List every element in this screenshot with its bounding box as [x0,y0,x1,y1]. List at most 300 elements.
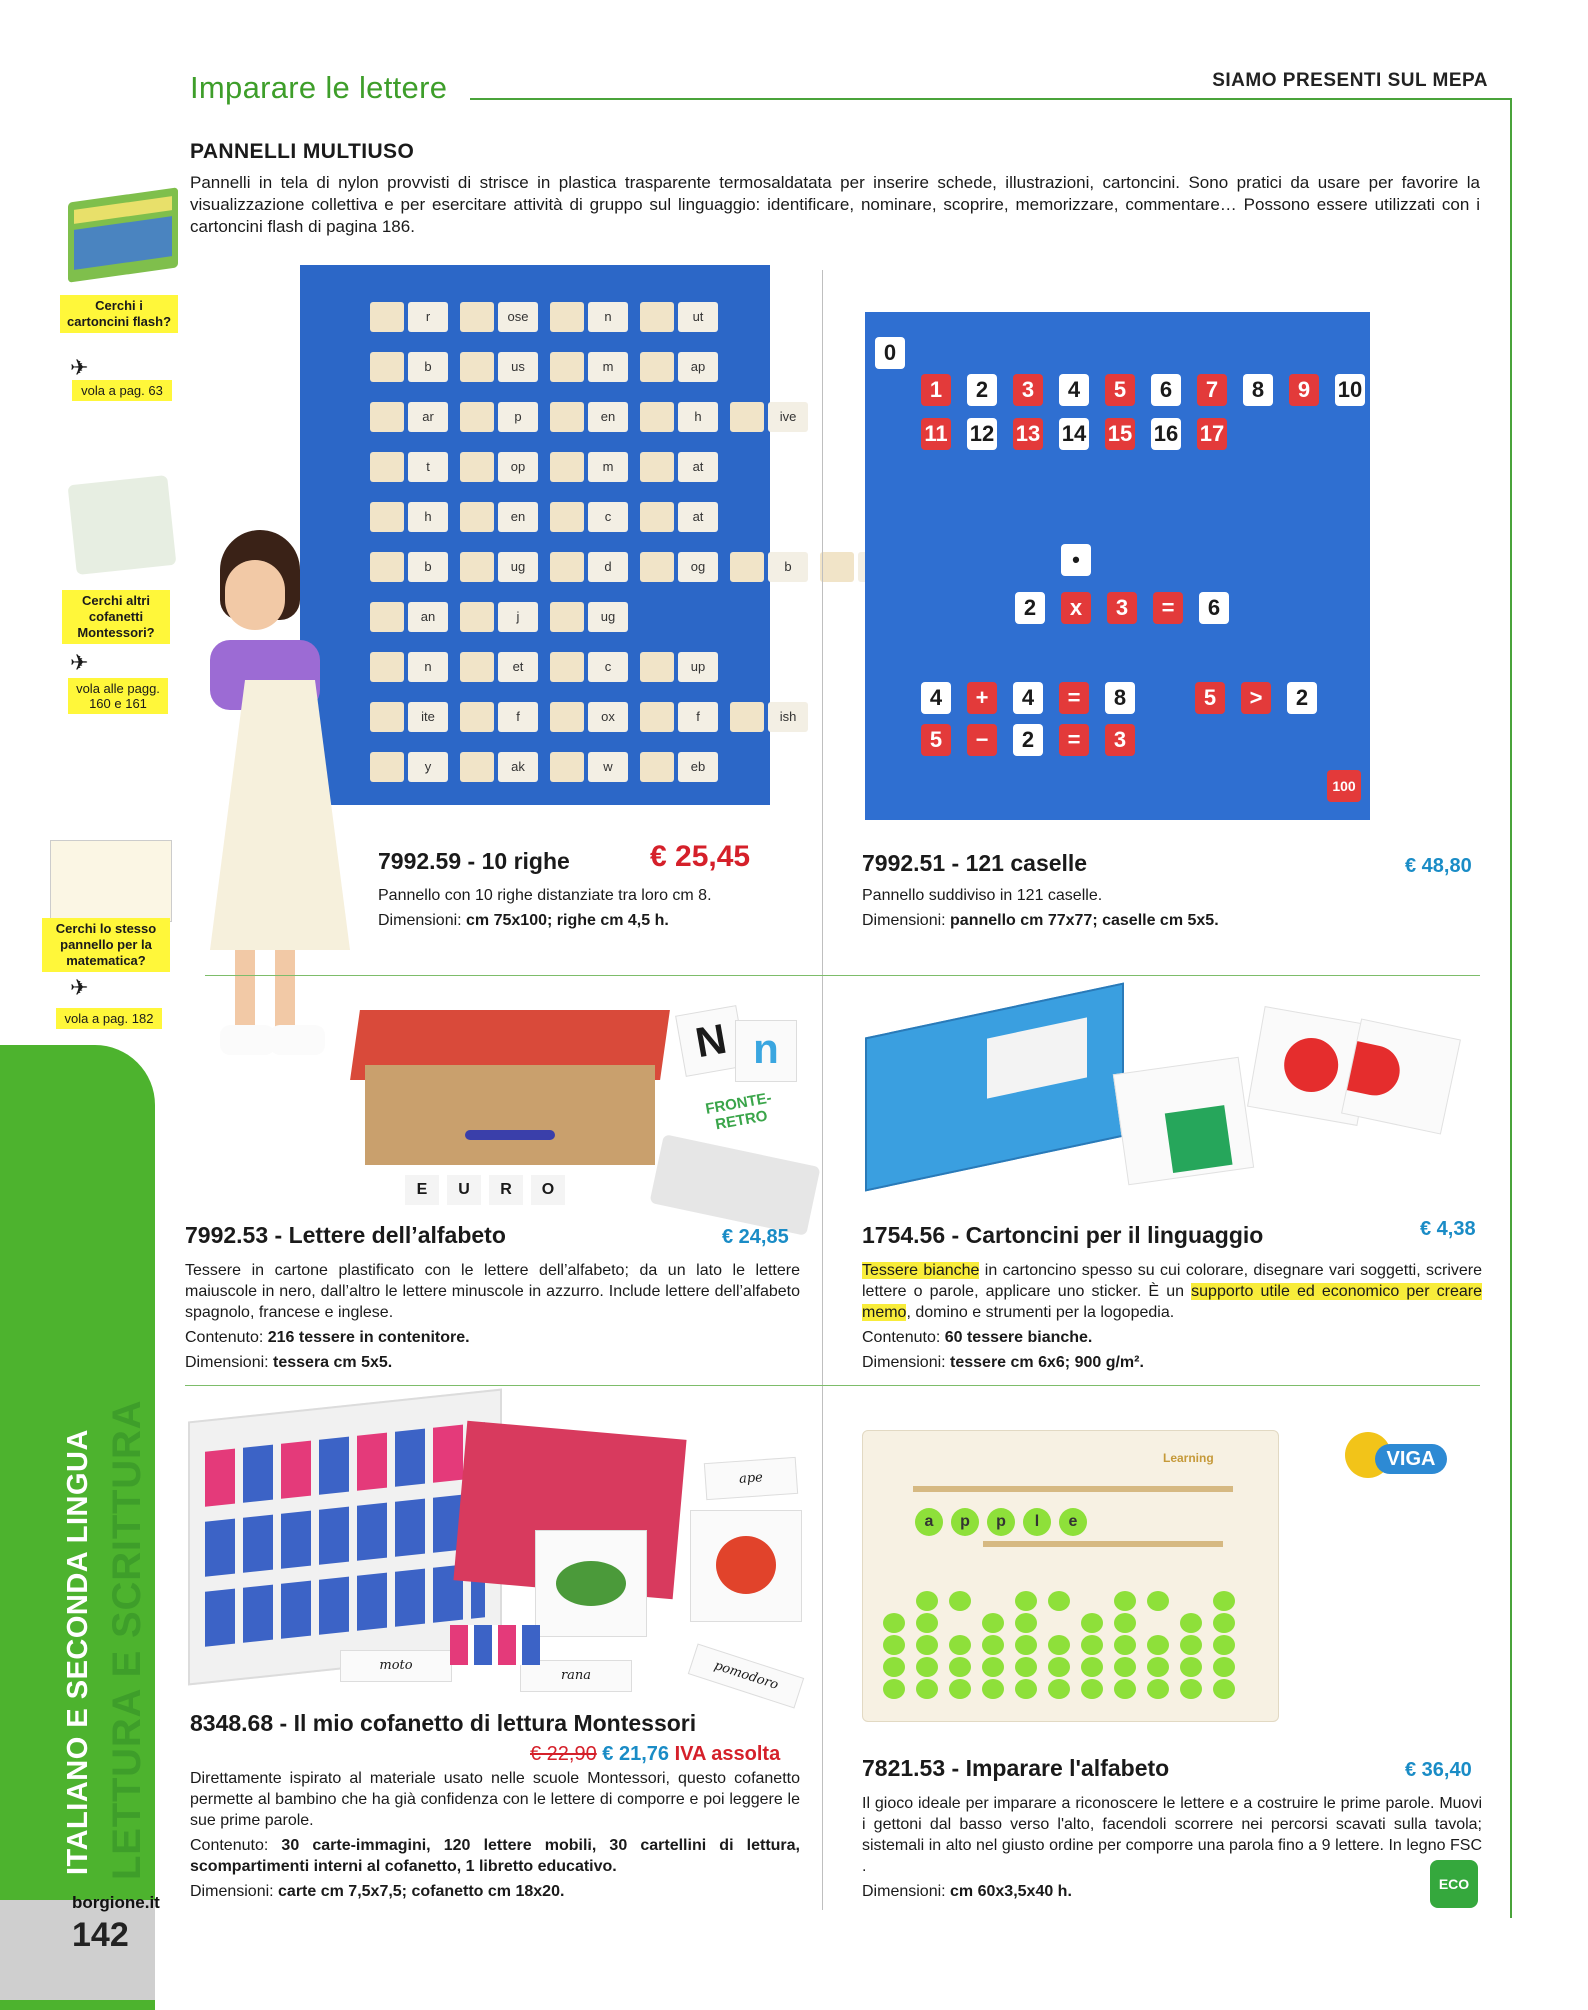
picture-card [640,352,674,382]
desc-text-mid: in cartoncino spesso su cui colorare, disegnare vari soggetti, scrivere lettere o parole, applicare uno sticker. È un [862,1262,1482,1300]
letter-card: p [498,402,538,432]
number-tile: > [1241,682,1271,714]
page-number: 142 [72,1916,129,1954]
letter-card: ak [498,752,538,782]
tile-n-icon: n [735,1020,797,1082]
link-pages-160-161[interactable]: vola alle pagg. 160 e 161 [68,678,168,714]
dimensions-line [185,1352,800,1373]
desc-1754-56 [862,1260,1482,1373]
number-tile: = [1059,682,1089,714]
green-token [1081,1613,1103,1633]
product-code: 1754.56 [862,1222,946,1248]
letter-card: h [408,502,448,532]
vat-note: IVA assolta [674,1743,781,1765]
picture-card [550,752,584,782]
green-token [1114,1613,1136,1633]
fronte-retro-badge: FRONTE-RETRO [704,1089,773,1134]
number-tile: 15 [1105,418,1135,450]
number-tile: 0 [875,337,905,369]
picture-card [460,702,494,732]
scattered-tiles [649,1134,820,1236]
picture-card [640,752,674,782]
desc-8348-68 [190,1768,800,1902]
product-name: Lettere dell’alfabeto [288,1222,506,1248]
dim-label: Dimensioni: [862,912,951,929]
picture-card [460,452,494,482]
brand-name: VIGA [1375,1444,1447,1474]
price-7992-53: € 24,85 [722,1226,789,1248]
picture-card [550,502,584,532]
letter-card: eb [678,752,718,782]
green-token [1180,1635,1202,1655]
product-title-7992-59 [378,848,570,875]
letter-tile: E [405,1175,439,1205]
montessori-boxes-thumb [68,475,177,575]
dim-value: tessera cm 5x5. [273,1354,393,1371]
dimensions-line [862,910,1462,931]
picture-card [460,302,494,332]
dim-label: Dimensioni: [190,1883,279,1900]
word-card: ape [704,1457,798,1500]
dim-value: tessere cm 6x6; 900 g/m². [950,1354,1144,1371]
picture-card [640,702,674,732]
number-tile: 11 [921,418,951,450]
product-code: 7821.53 [862,1755,946,1781]
dim-value: carte cm 7,5x7,5; cofanetto cm 18x20. [278,1883,565,1900]
number-tile: 2 [967,374,997,406]
green-token [1081,1657,1103,1677]
link-page-182[interactable]: vola a pag. 182 [56,1008,162,1029]
mepa-label: SIAMO PRESENTI SUL MEPA [1212,70,1488,91]
green-token [916,1657,938,1677]
letter-token: e [1059,1508,1087,1536]
number-tile: 17 [1197,418,1227,450]
dim-label: Dimensioni: [862,1354,951,1371]
letter-card: up [678,652,718,682]
picture-card [460,652,494,682]
number-tile: 4 [921,682,951,714]
letter-card: ug [588,602,628,632]
green-token [916,1679,938,1699]
green-token [916,1635,938,1655]
dimensions-line [378,910,778,931]
product-name: 121 caselle [965,850,1088,876]
separator: - [945,1755,966,1781]
green-token [1114,1591,1136,1611]
dimensions-line [862,1352,1482,1373]
green-token [1114,1679,1136,1699]
letter-token: l [1023,1508,1051,1536]
picture-card [460,752,494,782]
picture-card [550,552,584,582]
number-tile: 9 [1289,374,1319,406]
letter-pocket-board [300,265,797,805]
number-tile: 10 [1335,374,1365,406]
letter-card: t [408,452,448,482]
letter-card: c [588,502,628,532]
green-token [949,1635,971,1655]
euro-tiles [405,1175,565,1205]
green-token [1015,1591,1037,1611]
number-tile: x [1061,592,1091,624]
cards-package [865,982,1124,1191]
green-token [949,1657,971,1677]
letter-card: ut [678,302,718,332]
green-token [949,1679,971,1699]
number-tile: + [967,682,997,714]
picture-card [370,552,404,582]
flash-cards-thumb [68,187,178,282]
number-tile: 3 [1105,724,1135,756]
word-card: rana [520,1660,632,1692]
callout-montessori: Cerchi altri cofanetti Montessori? [62,590,170,644]
product-name: Il mio cofanetto di lettura Montessori [293,1710,697,1736]
product-title-1754-56 [862,1222,1263,1249]
picture-card [640,452,674,482]
number-tile: 5 [1195,682,1225,714]
product-title-7992-51 [862,850,1087,877]
letter-card: ose [498,302,538,332]
separator: - [273,1710,294,1736]
picture-card [640,302,674,332]
green-token [1015,1613,1037,1633]
site-url[interactable]: borgione.it [72,1893,160,1912]
eco-badge: ECO [1430,1860,1478,1908]
vertical-subject-label: ITALIANO E SECONDA LINGUA [62,1429,94,1875]
picture-card [370,452,404,482]
green-token [883,1679,905,1699]
letter-card: r [408,302,448,332]
word-card: pomodoro [688,1643,804,1708]
green-token [883,1635,905,1655]
number-tile: 4 [1059,374,1089,406]
desc-7992-59 [378,885,778,931]
old-price: € 22,90 [530,1743,597,1765]
desc-line: Pannello suddiviso in 121 caselle. [862,887,1103,904]
green-token [982,1635,1004,1655]
letter-card: us [498,352,538,382]
green-token [1081,1679,1103,1699]
desc-text-end: , domino e strumenti per la logopedia. [906,1304,1175,1321]
desc-7821-53 [862,1793,1482,1902]
content-label: Contenuto: [862,1329,945,1346]
number-tile: 8 [1105,682,1135,714]
green-token [1147,1635,1169,1655]
white-card-green-shape [1113,1057,1254,1186]
number-tile: 12 [967,418,997,450]
product-title-7992-53 [185,1222,506,1249]
row-divider [205,975,1480,976]
desc-text: Il gioco ideale per imparare a riconoscere le lettere e a costruire le prime parole. Muovi i gettoni dal basso verso l'alto, facendoli scorrere nei percorsi scavati sulla tavola; sistemali in alto nel giusto ordine per comporre una parola fino a 9 lettere. In legno FSC . [862,1795,1482,1875]
letter-card: d [588,552,628,582]
picture-card [550,402,584,432]
price-8348-68 [530,1743,780,1766]
green-token [1048,1679,1070,1699]
price-7992-51: € 48,80 [1405,855,1472,877]
picture-card [550,702,584,732]
letter-tile: R [489,1175,523,1205]
letter-card: op [498,452,538,482]
green-token [1114,1635,1136,1655]
product-name: Cartoncini per il linguaggio [965,1222,1264,1248]
math-panel-thumb [50,840,172,922]
content-value: 60 tessere bianche. [944,1329,1093,1346]
letter-token: p [987,1508,1015,1536]
green-token [1147,1679,1169,1699]
dimensions-line [190,1881,800,1902]
content-value: 216 tessere in contenitore. [267,1329,470,1346]
letter-card: ox [588,702,628,732]
number-tile: 2 [1015,592,1045,624]
number-tile: 2 [1287,682,1317,714]
number-tile: 3 [1013,374,1043,406]
dimensions-line [862,1881,1482,1902]
letter-card: h [678,402,718,432]
content-line [185,1327,800,1348]
picture-card [640,652,674,682]
callout-math-panel: Cerchi lo stesso pannello per la matematica? [42,918,170,972]
number-tile: 3 [1107,592,1137,624]
picture-card [640,552,674,582]
row-divider [185,1385,1480,1386]
picture-card [550,302,584,332]
green-token [1213,1635,1235,1655]
letter-card: y [408,752,448,782]
letter-card: ug [498,552,538,582]
picture-card [370,752,404,782]
green-token [1180,1657,1202,1677]
letter-card: n [408,652,448,682]
highlight-text: supporto utile ed economico per creare memo [862,1283,1483,1321]
green-token [1213,1613,1235,1633]
picture-card [460,352,494,382]
number-tile: 6 [1199,592,1229,624]
letter-tiles-box [355,1010,665,1170]
picture-card [460,552,494,582]
separator: - [945,1222,966,1248]
letter-card: j [498,602,538,632]
dim-label: Dimensioni: [862,1883,951,1900]
hundred-tile: 100 [1327,770,1361,802]
product-code: 8348.68 [190,1710,274,1736]
number-tile: 7 [1197,374,1227,406]
letter-card: f [498,702,538,732]
letter-card: ish [768,702,808,732]
number-tile: 2 [1013,724,1043,756]
number-grid-board [865,312,1370,820]
picture-card [370,352,404,382]
right-rule [1510,98,1512,1918]
letter-token: a [915,1508,943,1536]
picture-card [730,402,764,432]
number-tile: 13 [1013,418,1043,450]
green-token [1180,1613,1202,1633]
number-tile: • [1061,544,1091,576]
tomato-card [690,1510,802,1622]
number-tile: 5 [921,724,951,756]
number-tile: 14 [1059,418,1089,450]
green-token [1147,1591,1169,1611]
green-token [1048,1635,1070,1655]
letter-card: m [588,352,628,382]
letter-card: ite [408,702,448,732]
letter-card: ive [768,402,808,432]
white-card-red-circle [1341,1018,1461,1134]
letter-card: b [768,552,808,582]
price-7821-53: € 36,40 [1405,1759,1472,1781]
link-page-63[interactable]: vola a pag. 63 [72,380,172,401]
content-line [862,1327,1482,1348]
title-rule [470,98,1510,100]
picture-card [820,552,854,582]
column-divider [822,270,823,1910]
number-tile: 16 [1151,418,1181,450]
green-token [916,1613,938,1633]
green-token [1081,1635,1103,1655]
letter-card: ap [678,352,718,382]
desc-text [862,1260,1482,1323]
number-tile: 1 [921,374,951,406]
letter-card: en [588,402,628,432]
number-tile: 4 [1013,682,1043,714]
picture-card [370,702,404,732]
viga-logo [1345,1428,1455,1482]
green-token [883,1613,905,1633]
letter-card: n [588,302,628,332]
green-token [1048,1591,1070,1611]
letter-card: at [678,502,718,532]
letter-tile: O [531,1175,565,1205]
letter-card: at [678,452,718,482]
letter-card: an [408,602,448,632]
content-label: Contenuto: [190,1837,282,1854]
picture-card [370,502,404,532]
number-tile: 6 [1151,374,1181,406]
number-tile: 5 [1105,374,1135,406]
content-value: 30 carte-immagini, 120 lettere mobili, 30 cartellini di lettura, scompartimenti interni al cofanetto, 1 libretto educativo. [190,1837,800,1875]
content-label: Contenuto: [185,1329,268,1346]
picture-card [730,702,764,732]
current-price: € 21,76 [602,1743,670,1765]
picture-card [640,402,674,432]
intro-text: Pannelli in tela di nylon provvisti di strisce in plastica trasparente termosaldatata per inserire schede, illustrazioni, cartoncini. Sono pratici da usare per favorire la visualizzazione collettiva e per esercitare attività di gruppo sul linguaggio: identificare, nominare, scoprire, memorizzare, commentare… Possono essere utilizzati con i cartoncini flash di pagina 186. [190,173,1480,236]
picture-card [460,602,494,632]
paper-plane-icon: ✈ [70,650,89,675]
letter-card: en [498,502,538,532]
green-token [1213,1657,1235,1677]
child-figure [190,530,360,1070]
product-title-7821-53 [862,1755,1169,1782]
green-token [916,1591,938,1611]
dim-value: cm 75x100; righe cm 4,5 h. [466,912,669,929]
separator: - [945,850,966,876]
dim-value: pannello cm 77x77; caselle cm 5x5. [950,912,1219,929]
letter-card: f [678,702,718,732]
green-token [982,1657,1004,1677]
letter-card: et [498,652,538,682]
letter-card: ar [408,402,448,432]
picture-card [460,402,494,432]
picture-card [460,502,494,532]
paper-plane-icon: ✈ [70,355,89,380]
green-token [883,1657,905,1677]
green-token [1015,1635,1037,1655]
picture-card [370,402,404,432]
green-token [1147,1657,1169,1677]
number-tile: = [1059,724,1089,756]
letter-card: b [408,552,448,582]
section-heading: PANNELLI MULTIUSO [190,140,415,163]
picture-card [370,602,404,632]
alphabet-slide-board: Learning a p p l e [862,1430,1279,1722]
callout-flash-cards: Cerchi i cartoncini flash? [60,295,178,333]
picture-card [640,502,674,532]
dim-value: cm 60x3,5x40 h. [950,1883,1072,1900]
green-token [982,1679,1004,1699]
separator: - [461,848,482,874]
product-name: Imparare l'alfabeto [965,1755,1170,1781]
content-line [190,1835,800,1877]
word-card: moto [340,1650,452,1682]
picture-card [370,302,404,332]
letter-tile: U [447,1175,481,1205]
letter-card: m [588,452,628,482]
desc-text: Tessere in cartone plastificato con le lettere dell’alfabeto; da un lato le lettere maiuscole in nero, dall’altro le lettere minuscole in azzurro. Include lettere dell’alfabeto spagnolo, francese e inglese. [185,1262,800,1321]
letter-token: p [951,1508,979,1536]
number-tile: = [1153,592,1183,624]
product-code: 7992.51 [862,850,946,876]
section-title: Imparare le lettere [190,70,448,105]
product-title-8348-68 [190,1710,696,1737]
dim-label: Dimensioni: [378,912,467,929]
green-token [1213,1679,1235,1699]
letter-card: b [408,352,448,382]
highlight-text: Tessere bianche [862,1262,980,1279]
number-tile: − [967,724,997,756]
green-token [982,1613,1004,1633]
product-code: 7992.53 [185,1222,269,1248]
picture-card [550,652,584,682]
price-1754-56: € 4,38 [1420,1218,1476,1240]
green-token [1015,1657,1037,1677]
separator: - [268,1222,289,1248]
letter-pieces [450,1625,540,1665]
green-token [1048,1657,1070,1677]
vertical-section-label: LETTURA E SCRITTURA [105,1399,149,1880]
paper-plane-icon: ✈ [70,975,89,1000]
desc-7992-51 [862,885,1462,931]
product-code: 7992.59 [378,848,462,874]
picture-card [550,452,584,482]
picture-card [370,652,404,682]
picture-card [550,602,584,632]
desc-7992-53 [185,1260,800,1373]
green-token [1114,1657,1136,1677]
tile-N-icon: N [675,1005,747,1077]
dim-label: Dimensioni: [185,1354,274,1371]
green-token [1180,1679,1202,1699]
green-token [949,1591,971,1611]
picture-card [730,552,764,582]
frog-card [535,1530,647,1637]
letter-card: c [588,652,628,682]
price-7992-59: € 25,45 [650,840,751,873]
product-name: 10 righe [481,848,570,874]
green-token [1213,1591,1235,1611]
green-token [1015,1679,1037,1699]
picture-card [550,352,584,382]
desc-line: Pannello con 10 righe distanziate tra loro cm 8. [378,887,712,904]
